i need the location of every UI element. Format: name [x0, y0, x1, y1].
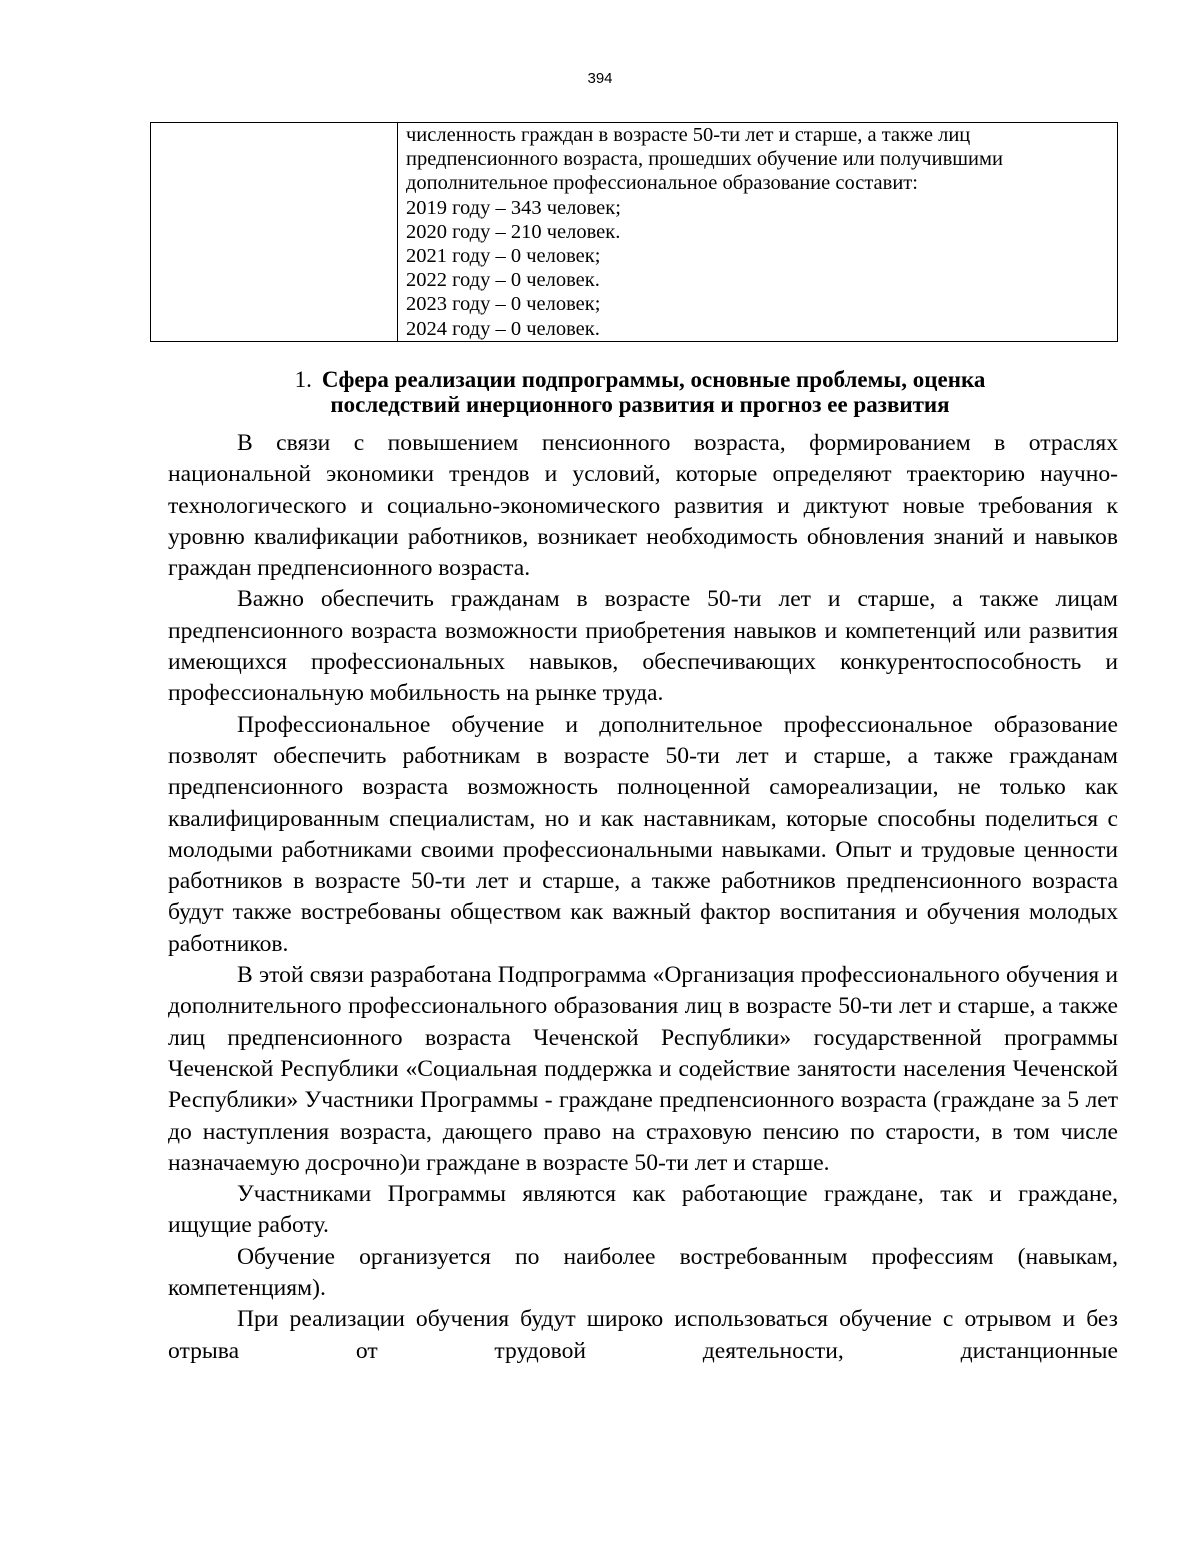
page-number: 394: [587, 70, 613, 87]
table-line: предпенсионного возраста, прошедших обучение или получившими: [406, 148, 1003, 171]
table-cell-empty: [151, 123, 398, 342]
paragraph: Обучение организуется по наиболее востребованным профессиям (навыкам, компетенциям).: [168, 1243, 1118, 1302]
paragraph: В связи с повышением пенсионного возраста, формированием в отраслях национальной экономики трендов и условий, которые определяют траекторию научно-технологического и социально-экономического развития и диктуют новые требования к уровню квалификации работников, возникает необходимость обновления знаний и навыков граждан предпенсионного возраста.: [168, 430, 1118, 582]
paragraph: Профессиональное обучение и дополнительное профессиональное образование позволят обеспечить работникам в возрасте 50-ти лет и старше, а также гражданам предпенсионного возраста возможность полноценной самореализации, не только как квалифицированным специалистам, но и как наставникам, которые способны поделиться с молодыми работниками своими профессиональными навыками. Опыт и трудовые ценности работников в возрасте 50-ти лет и старше, а также работников предпенсионного возраста будут также востребованы обществом как важный фактор воспитания и обучения молодых работников.: [168, 711, 1118, 957]
section-heading-line-1: [200, 367, 1080, 392]
section-title-part-1: Сфера реализации подпрограммы, основные проблемы, оценка: [321, 367, 986, 392]
section-title-part-2: последствий инерционного развития и прогноз ее развития: [330, 392, 950, 417]
summary-table: [150, 122, 1118, 342]
table-line: 2020 году – 210 человек.: [406, 220, 621, 243]
table-line: дополнительное профессиональное образование составит:: [406, 172, 918, 195]
section-number: 1.: [294, 367, 312, 392]
body-text: [168, 428, 1118, 1367]
table-line: 2024 году – 0 человек.: [406, 317, 600, 340]
table-cell-indicators: [398, 123, 1118, 342]
paragraph: Участниками Программы являются как работающие граждане, так и граждане, ищущие работу.: [168, 1181, 1118, 1239]
table-line: 2022 году – 0 человек.: [406, 269, 600, 292]
section-heading: [200, 367, 1080, 417]
table-line: 2023 году – 0 человек;: [406, 293, 601, 316]
paragraph: Важно обеспечить гражданам в возрасте 50-ти лет и старше, а также лицам предпенсионного возраста возможности приобретения навыков и компетенций или развития имеющихся профессиональных навыков, обеспечивающих конкурентоспособность и профессиональную мобильность на рынке труда.: [168, 586, 1118, 707]
table-line: 2021 году – 0 человек;: [406, 245, 601, 268]
table-line: численность граждан в возрасте 50-ти лет и старше, а также лиц: [406, 124, 971, 146]
paragraph: При реализации обучения будут широко использоваться обучение с отрывом и без отрыва от трудовой деятельности, дистанционные: [168, 1306, 1118, 1364]
table-row: [151, 123, 1118, 342]
paragraph: В этой связи разработана Подпрограмма «Организация профессионального обучения и дополнительного профессионального образования лиц в возрасте 50-ти лет и старше, а также лиц предпенсионного возраста Чеченской Республики» государственной программы Чеченской Республики «Социальная поддержка и содействие занятости населения Чеченской Республики» Участники Программы - граждане предпенсионного возраста (граждане за 5 лет до наступления возраста, дающего право на страховую пенсию по старости, в том числе назначаемую досрочно)и граждане в возрасте 50-ти лет и старше.: [168, 962, 1118, 1176]
table-line: 2019 году – 343 человек;: [406, 196, 621, 219]
